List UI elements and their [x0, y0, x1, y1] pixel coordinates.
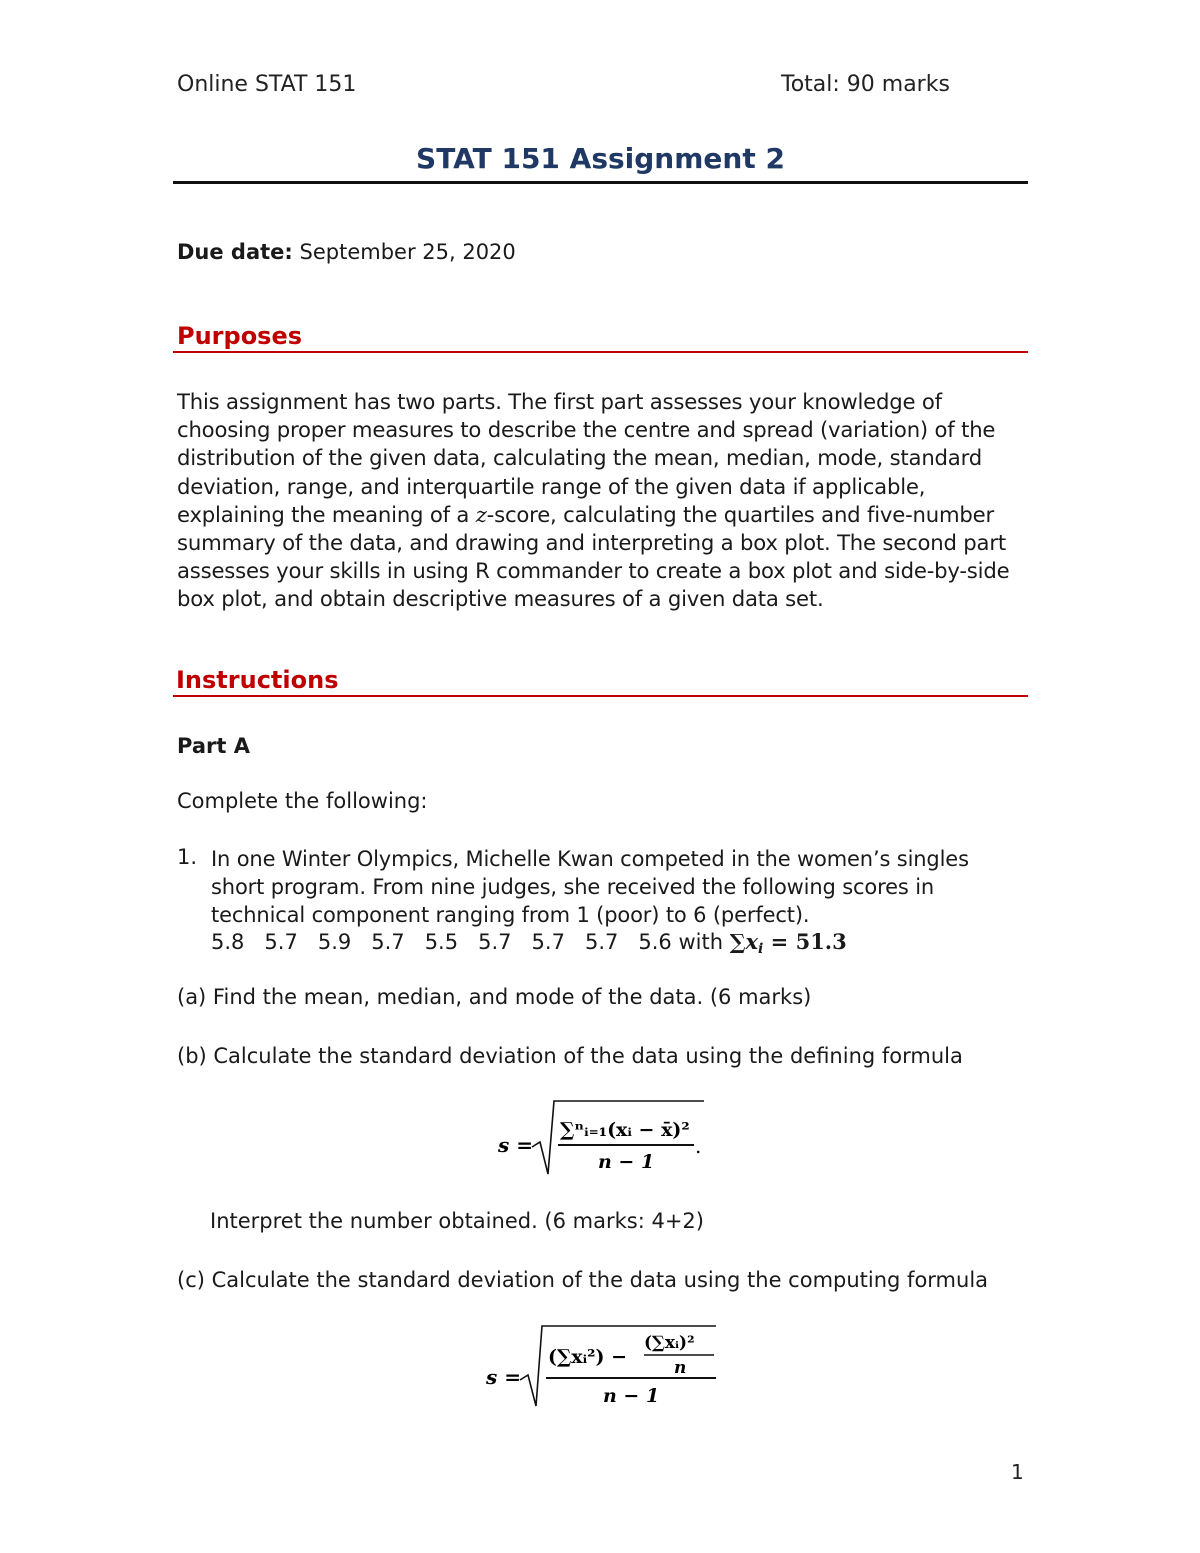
question-b: (b) Calculate the standard deviation of the data using the defining formula	[177, 1044, 963, 1068]
sum-variable: x	[745, 929, 759, 954]
page-number: 1	[1011, 1460, 1024, 1484]
due-date-value: September 25, 2020	[299, 240, 516, 264]
z-symbol: z	[475, 501, 487, 527]
scores-list: 5.8 5.7 5.9 5.7 5.5 5.7 5.7 5.7 5.6 with	[211, 930, 730, 954]
formula-b-period: .	[695, 1134, 702, 1158]
formula-b-denominator: n − 1	[598, 1151, 655, 1173]
purposes-divider	[173, 351, 1028, 353]
purposes-paragraph	[177, 388, 1017, 614]
formula-c-lhs: s =	[486, 1365, 521, 1389]
formula-b	[490, 1095, 720, 1185]
formula-c	[478, 1318, 728, 1414]
question-a: (a) Find the mean, median, and mode of the data. (6 marks)	[177, 985, 812, 1009]
due-date	[177, 240, 516, 264]
instructions-heading: Instructions	[176, 666, 339, 694]
formula-c-inner-numerator: (∑xᵢ)²	[644, 1333, 695, 1353]
title-divider	[173, 181, 1028, 184]
question-b-interpret: Interpret the number obtained. (6 marks: 4+2)	[210, 1209, 704, 1233]
purposes-text-end: -score, calculating the quartiles and five-number summary of the data, and drawing and interpreting a box plot. The second part assesses your skills in using R commander to create a box plot and side-by-side box plot, and obtain descriptive measures of a given data set.	[177, 501, 1010, 612]
page-title: STAT 151 Assignment 2	[416, 142, 785, 175]
purposes-text-start: This assignment has two parts. The first part assesses your knowledge of choosing proper measures to describe the centre and spread (variation) of the distribution of the given data, calculating the mean, median, mode, standard deviation, range, and interquartile range of the given data if applicable, explaining the meaning of a	[177, 389, 996, 527]
sum-symbol: ∑	[729, 929, 746, 954]
part-a-heading: Part A	[177, 734, 250, 758]
question-1-number: 1.	[177, 845, 198, 869]
instructions-divider	[173, 695, 1028, 697]
formula-b-lhs: s =	[498, 1133, 533, 1157]
complete-following: Complete the following:	[177, 789, 428, 813]
purposes-heading: Purposes	[177, 322, 303, 350]
formula-c-part1: (∑xᵢ²) −	[548, 1346, 628, 1368]
due-date-label: Due date:	[177, 240, 293, 264]
header-right: Total: 90 marks	[781, 72, 950, 97]
header-left: Online STAT 151	[177, 72, 357, 97]
formula-c-denominator: n − 1	[603, 1385, 660, 1407]
question-c: (c) Calculate the standard deviation of the data using the computing formula	[177, 1268, 989, 1292]
sum-value: = 51.3	[763, 929, 847, 954]
sum-subscript: i	[758, 941, 764, 957]
question-1-text: In one Winter Olympics, Michelle Kwan competed in the women’s singles short program. From nine judges, she received the following scores in technical component ranging from 1 (poor) to 6 (perfect).	[211, 847, 969, 927]
formula-b-numerator: ∑ⁿᵢ₌₁(xᵢ − x̄)²	[560, 1119, 690, 1141]
question-1-scores	[211, 929, 847, 957]
formula-c-inner-denominator: n	[674, 1358, 687, 1378]
